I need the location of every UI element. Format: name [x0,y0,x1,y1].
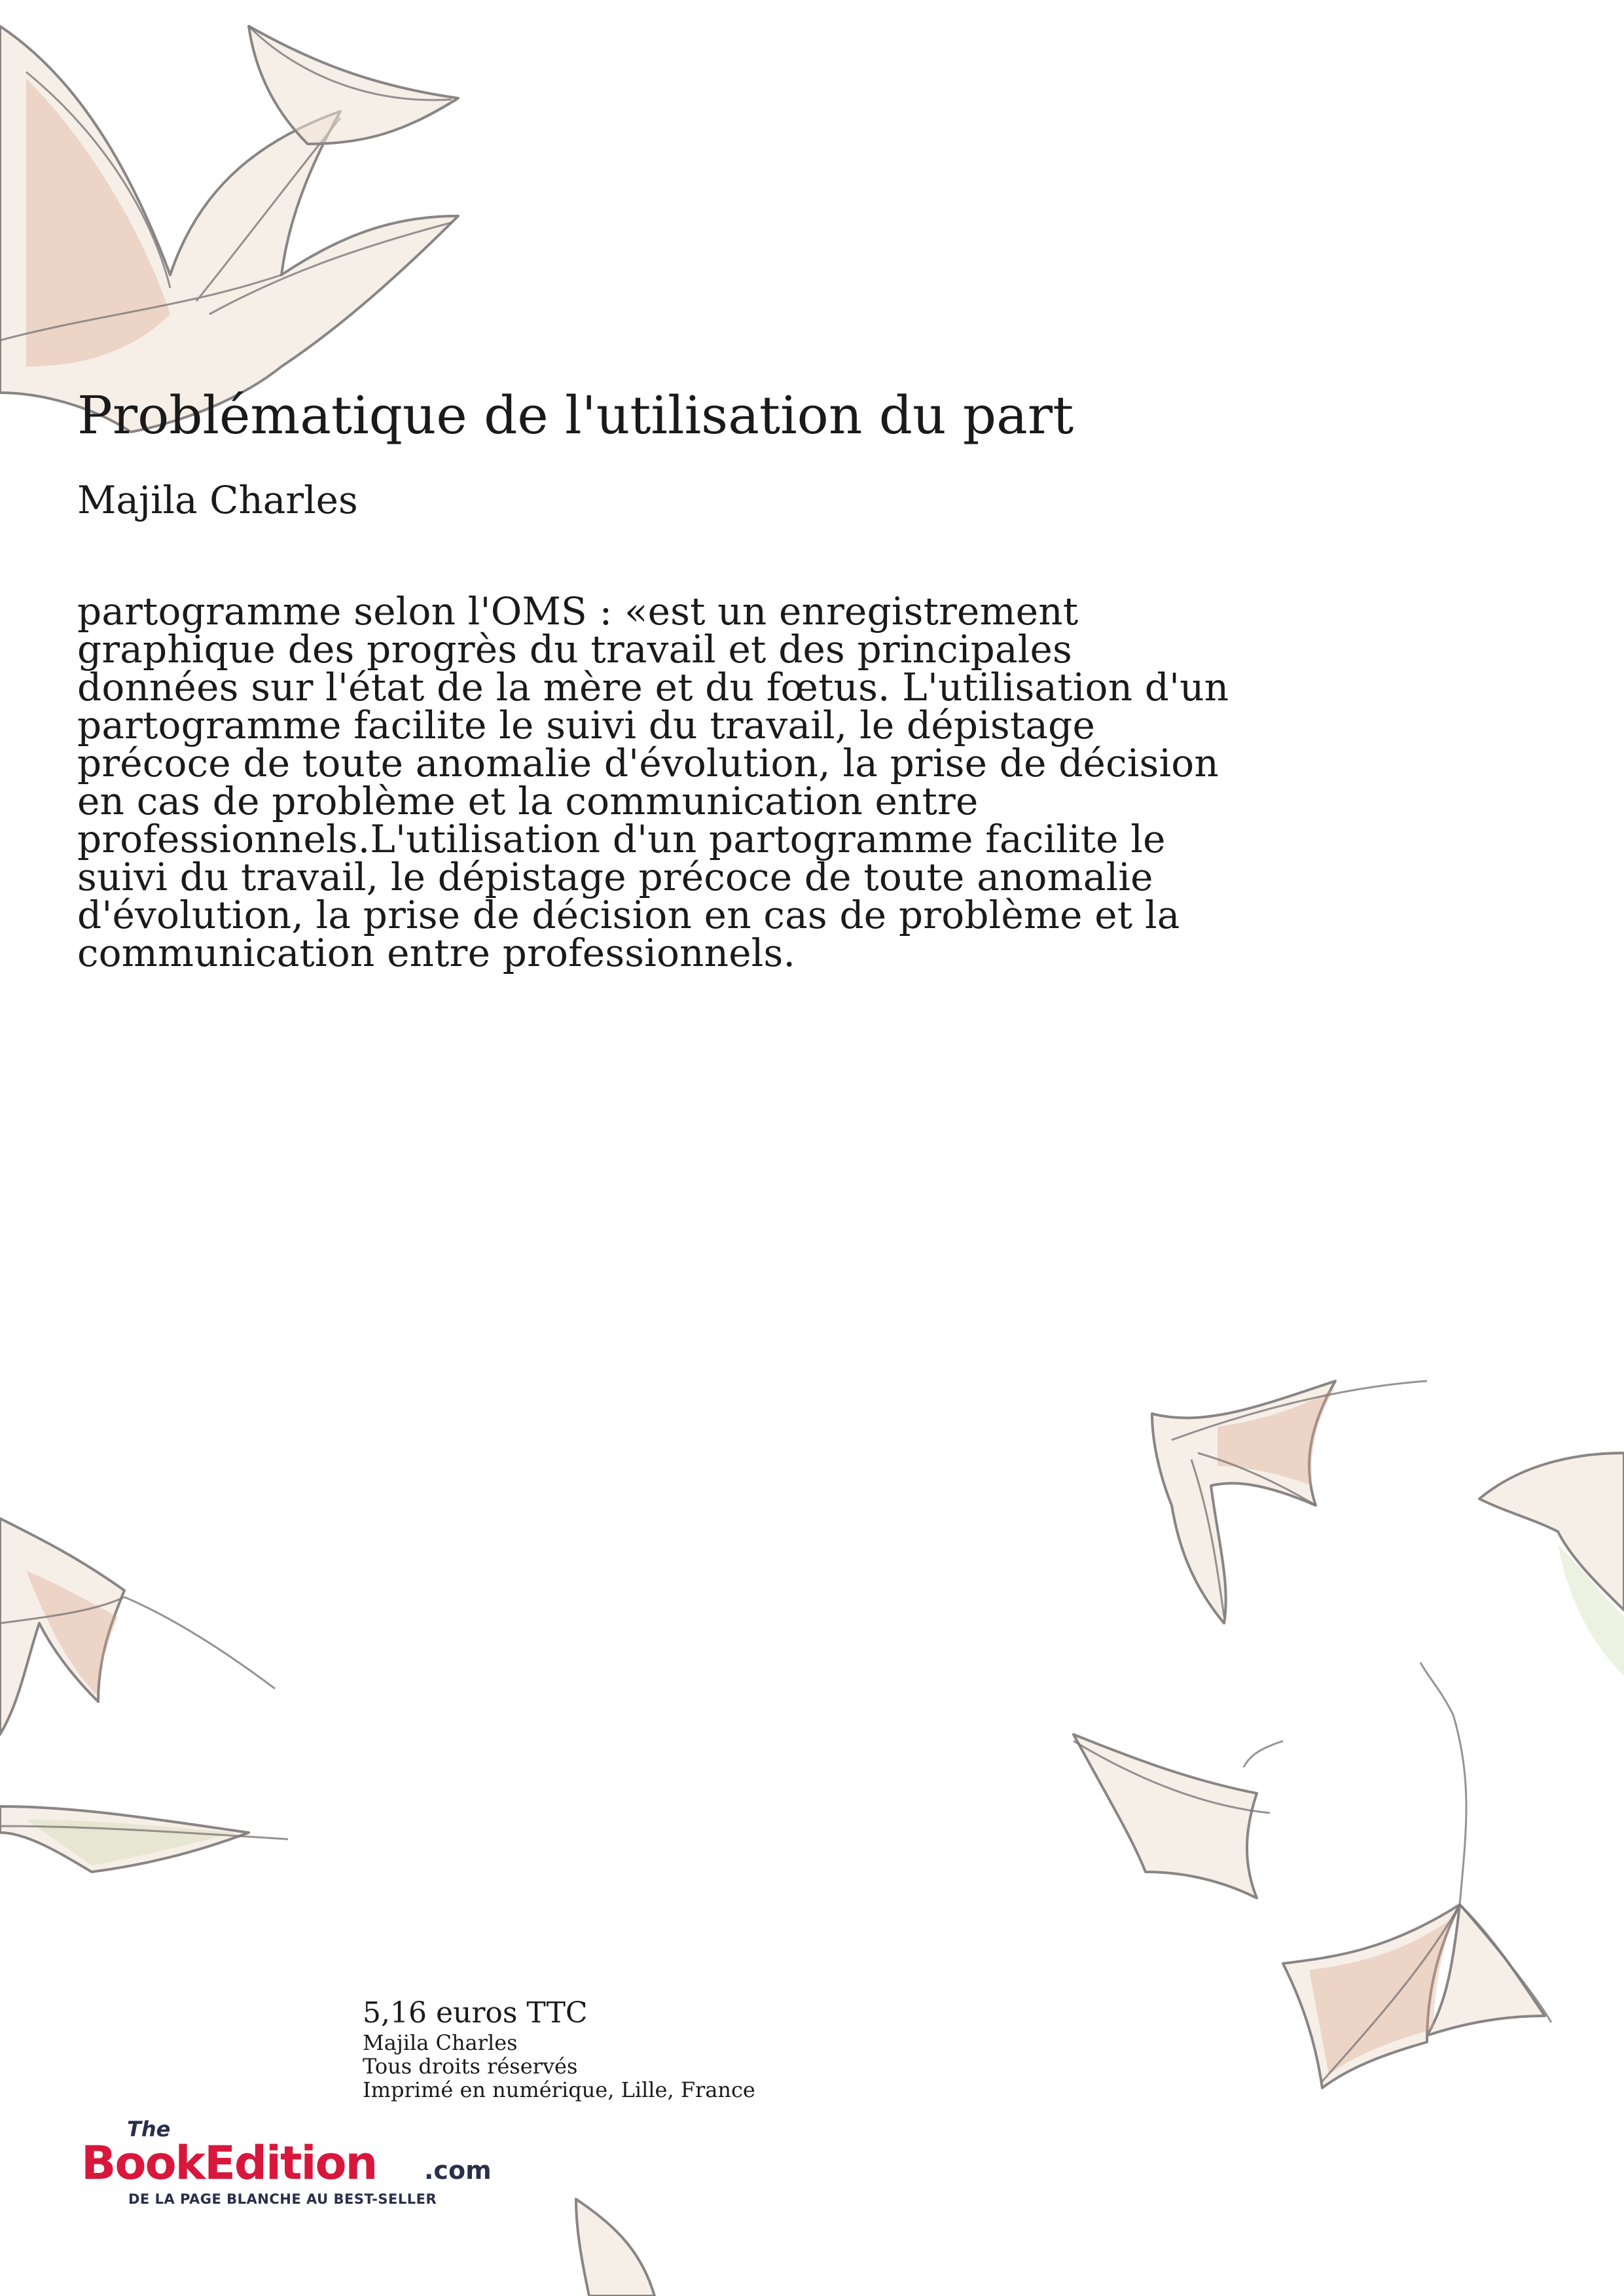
logo-name-text: BookEdition [81,2136,377,2190]
rights-notice: Tous droits réservés [363,2053,578,2079]
logo-tagline: DE LA PAGE BLANCHE AU BEST-SELLER [128,2191,437,2207]
colophon-author: Majila Charles [363,2030,518,2055]
book-summary: partogramme selon l'OMS : «est un enregistrement graphique des progrès du travail et des principales données sur l'état de la mère et du fœtus. L'utilisation d'un partogramme facilite le suivi du travail, le dépistage précoce de toute anomalie d'évolution, la prise de décision en cas de problème et la communication entre professionnels.L'utilisation d'un partogramme facilite le suivi du travail, le dépistage précoce de toute anomalie d'évolution, la prise de décision en cas de problème et la communication entre professionnels. [77,589,1229,975]
book-title: Problématique de l'utilisation du part [77,385,1074,446]
price: 5,16 euros TTC [363,1996,588,2030]
leaf-right-middle-icon [1152,1381,1624,1676]
logo-the-text: The [127,2117,171,2142]
leaf-left-bottom-icon [0,1518,288,1872]
print-notice: Imprimé en numérique, Lille, France [363,2077,755,2102]
book-author: Majila Charles [77,478,358,522]
colophon [363,1996,755,2102]
leaf-bottom-right-icon [576,1662,1551,2296]
logo-domain-text: .com [424,2156,492,2185]
leaf-top-left-icon [0,26,458,432]
publisher-logo [81,2117,492,2208]
